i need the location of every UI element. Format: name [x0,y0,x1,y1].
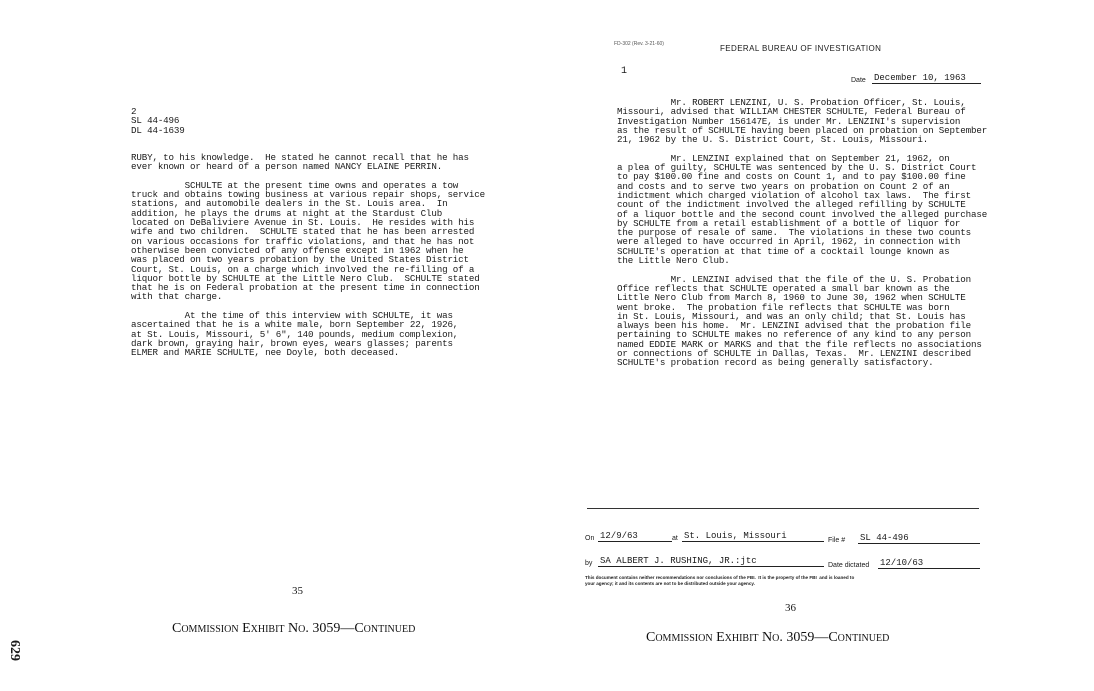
location-value: St. Louis, Missouri [682,531,824,542]
file-number-value: SL 44-496 [858,533,980,544]
right-body-text: Mr. ROBERT LENZINI, U. S. Probation Officer, St. Louis, Missouri, advised that WILLIAM CHESTER SCHULTE, Federal Bureau of Investigation Number 156147E, is under Mr. LENZINI's supervision as the result of SCHULTE having been placed on probation on September 21, 1962 by the U. S. District Court, St. Louis, Missouri. Mr. LENZINI explained that on September 21, 1962, on a plea of guilty, SCHULTE was sentenced by the U. S. District Court to pay $100.00 fine and costs on Count 1, and to pay $100.00 fine and costs and to serve two years on probation on Count 2 of an indictment which charged violation of alcohol tax laws. The first count of the indictment involved the alleged refilling by SCHULTE of a liquor bottle and the second count involved the alleged purchase by SCHULTE from a retail establishment of a bottle of liquor for the purpose of resale of same. The violations in these two counts were alleged to have occurred in April, 1962, in connection with SCHULTE's operation at that time of a cocktail lounge known as the Little Nero Club. Mr. LENZINI advised that the file of the U. S. Probation Office reflects that SCHULTE operated a small bar known as the Little Nero Club from March 8, 1960 to June 30, 1962 when SCHULTE went broke. The probation file reflects that SCHULTE was born in St. Louis, Missouri, and was an only child; that St. Louis has always been his home. Mr. LENZINI advised that the probation file pertaining to SCHULTE makes no reference of any kind to any person named EDDIE MARK or MARKS and that the file reflects no associations or connections of SCHULTE in Dallas, Texas. Mr. LENZINI described SCHULTE's probation record as being generally satisfactory. [617,97,988,369]
left-page-number: 35 [292,585,303,597]
dictated-value: 12/10/63 [878,558,980,569]
date-value: December 10, 1963 [872,73,981,84]
left-exhibit-label: Commission Exhibit No. 3059—Continued [172,621,416,636]
on-date-value: 12/9/63 [598,531,672,542]
agent-value: SA ALBERT J. RUSHING, JR.:jtc [598,556,824,567]
form-number: FD-302 (Rev. 3-21-60) [614,41,664,47]
side-page-number: 629 [7,640,22,661]
page-index: 1 [621,66,628,77]
left-body-text: RUBY, to his knowledge. He stated he cannot recall that he has ever known or heard of a person named NANCY ELAINE PERRIN. SCHULTE at the present time owns and operates a tow truck and obtains towing business at various repair shops, service stations, and automobile dealers in the St. Louis area. In addition, he plays the drums at night at the Stardust Club located on DeBaliviere Avenue in St. Louis. He resides with his wife and two children. SCHULTE stated that he has been arrested on various occasions for traffic violations, and that he has not otherwise been convicted of any offense except in 1962 when he was placed on two years probation by the United States District Court, St. Louis, on a charge which involved the re-filling of a liquor bottle by SCHULTE at the Little Nero Club. SCHULTE stated that he is on Federal probation at the present time in connection with that charge. At the time of this interview with SCHULTE, it was ascertained that he is a white male, born September 22, 1926, at St. Louis, Missouri, 5' 6", 140 pounds, medium complexion, dark brown, graying hair, brown eyes, wears glasses; parents ELMER and MARIE SCHULTE, nee Doyle, both deceased. [131,152,485,359]
form-divider [587,508,979,509]
right-exhibit-label: Commission Exhibit No. 3059—Continued [646,630,890,645]
dictated-label: Date dictated [828,562,870,569]
fbi-disclaimer: This document contains neither recommendations nor conclusions of the FBI. It is the property of the FBI and is loaned to your agency; it and its contents are not to be distributed outside your agency. [585,575,855,586]
at-label: at [672,535,678,542]
by-label: by [585,560,593,567]
date-label: Date [851,77,866,84]
right-page-number: 36 [785,602,796,614]
agency-header: FEDERAL BUREAU OF INVESTIGATION [720,44,882,53]
file-label: File # [828,537,846,544]
on-label: On [585,535,595,542]
file-number-header: 2 SL 44-496 DL 44-1639 [131,106,185,136]
